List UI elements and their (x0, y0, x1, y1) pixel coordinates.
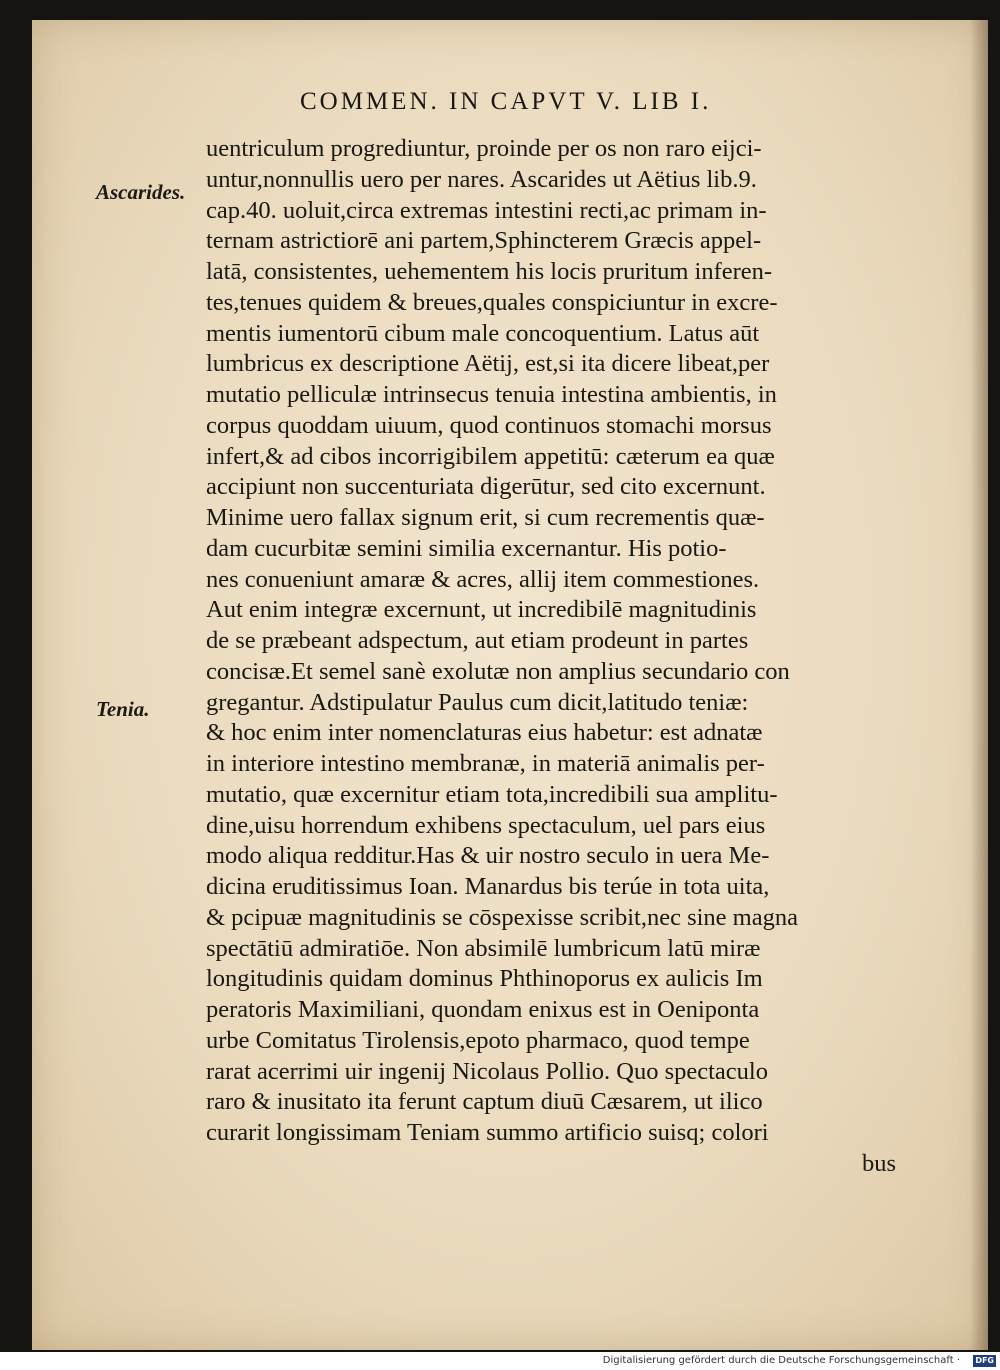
text-line: Minime uero fallax signum erit, si cum recrementis quæ- (206, 504, 765, 531)
text-line: in interiore intestino membranæ, in materiā animalis per- (206, 750, 765, 777)
text-line: de se præbeant adspectum, aut etiam prodeunt in partes (206, 627, 749, 654)
running-head: COMMEN. IN CAPVT V. LIB I. (300, 88, 712, 115)
text-line: & hoc enim inter nomenclaturas eius habetur: est adnatæ (206, 719, 763, 747)
text-line: ternam astrictiorē ani partem,Sphincterem Græcis appel- (206, 227, 762, 255)
text-line: latā, consistentes, uehementem his locis pruritum inferen- (206, 258, 773, 285)
text-line: gregantur. Adstipulatur Paulus cum dicit,latitudo teniæ: (206, 688, 749, 716)
text-line: cap.40. uoluit,circa extremas intestini recti,ac primam in- (206, 196, 767, 224)
text-line: bus (861, 1149, 896, 1177)
text-line: nes conueniunt amaræ & acres, allij item commestiones. (206, 565, 760, 593)
text-line: & pcipuæ magnitudinis se cōspexisse scribit,nec sine magna (206, 903, 798, 931)
text-line: lumbricus ex descriptione Aëtij, est,si ita dicere libeat,per (206, 350, 770, 378)
text-line: concisæ.Et semel sanè exolutæ non amplius secundario con (206, 657, 790, 685)
margin-note-tenia: Tenia. (96, 697, 150, 721)
text-line: urbe Comitatus Tirolensis,epoto pharmaco, quod tempe (206, 1026, 750, 1054)
text-line: mutatio, quæ excernitur etiam tota,incredibili sua amplitu- (206, 780, 778, 808)
footer-credit: Digitalisierung gefördert durch die Deutsche Forschungsgemeinschaft · (602, 1355, 960, 1366)
text-line: Aut enim integræ excernunt, ut incredibilē magnitudinis (206, 596, 757, 624)
text-line: infert,& ad cibos incorrigibilem appetitū: cæterum ea quæ (206, 442, 775, 470)
page-spine-shadow (970, 20, 988, 1350)
text-line: peratoris Maximiliani, quondam enixus est in Oeniponta (206, 996, 760, 1023)
text-line: longitudinis quidam dominus Phthinoporus ex aulicis Im (206, 965, 763, 993)
text-line: dine,uisu horrendum exhibens spectaculum, uel pars eius (206, 811, 766, 839)
digitization-footer (0, 1352, 1000, 1370)
text-line: corpus quoddam uiuum, quod continuos stomachi morsus (206, 411, 772, 439)
text-line: dicina eruditissimus Ioan. Manardus bis terúe in tota uita, (206, 873, 770, 900)
text-line: tes,tenues quidem & breues,quales conspiciuntur in excre- (206, 288, 778, 316)
text-line: uentriculum progrediuntur, proinde per os non raro eijci- (206, 135, 762, 162)
text-line: spectātiū admiratiōe. Non absimilē lumbricum latū miræ (206, 934, 761, 962)
text-line: raro & inusitato ita ferunt captum diuū Cæsarem, ut ilico (206, 1088, 763, 1116)
text-line: curarit longissimam Teniam summo artificio suisq; colori (206, 1119, 769, 1146)
dfg-logo: DFG (975, 1356, 994, 1365)
text-line: dam cucurbitæ semini similia excernantur. His potio- (206, 534, 727, 562)
text-line: accipiunt non succenturiata digerūtur, sed cito excernunt. (206, 473, 766, 501)
text-line: untur,nonnullis uero per nares. Ascarides ut Aëtius lib.9. (206, 165, 757, 193)
text-line: modo aliqua redditur.Has & uir nostro seculo in uera Me- (206, 842, 770, 870)
body-text (206, 134, 896, 1180)
text-line: mentis iumentorū cibum male concoquentium. Latus aūt (206, 319, 760, 347)
text-line: mutatio pelliculæ intrinsecus tenuia intestina ambientis, in (206, 381, 777, 408)
text-line: rarat acerrimi uir ingenij Nicolaus Pollio. Quo spectaculo (206, 1057, 768, 1085)
margin-note-ascarides: Ascarides. (96, 180, 186, 204)
